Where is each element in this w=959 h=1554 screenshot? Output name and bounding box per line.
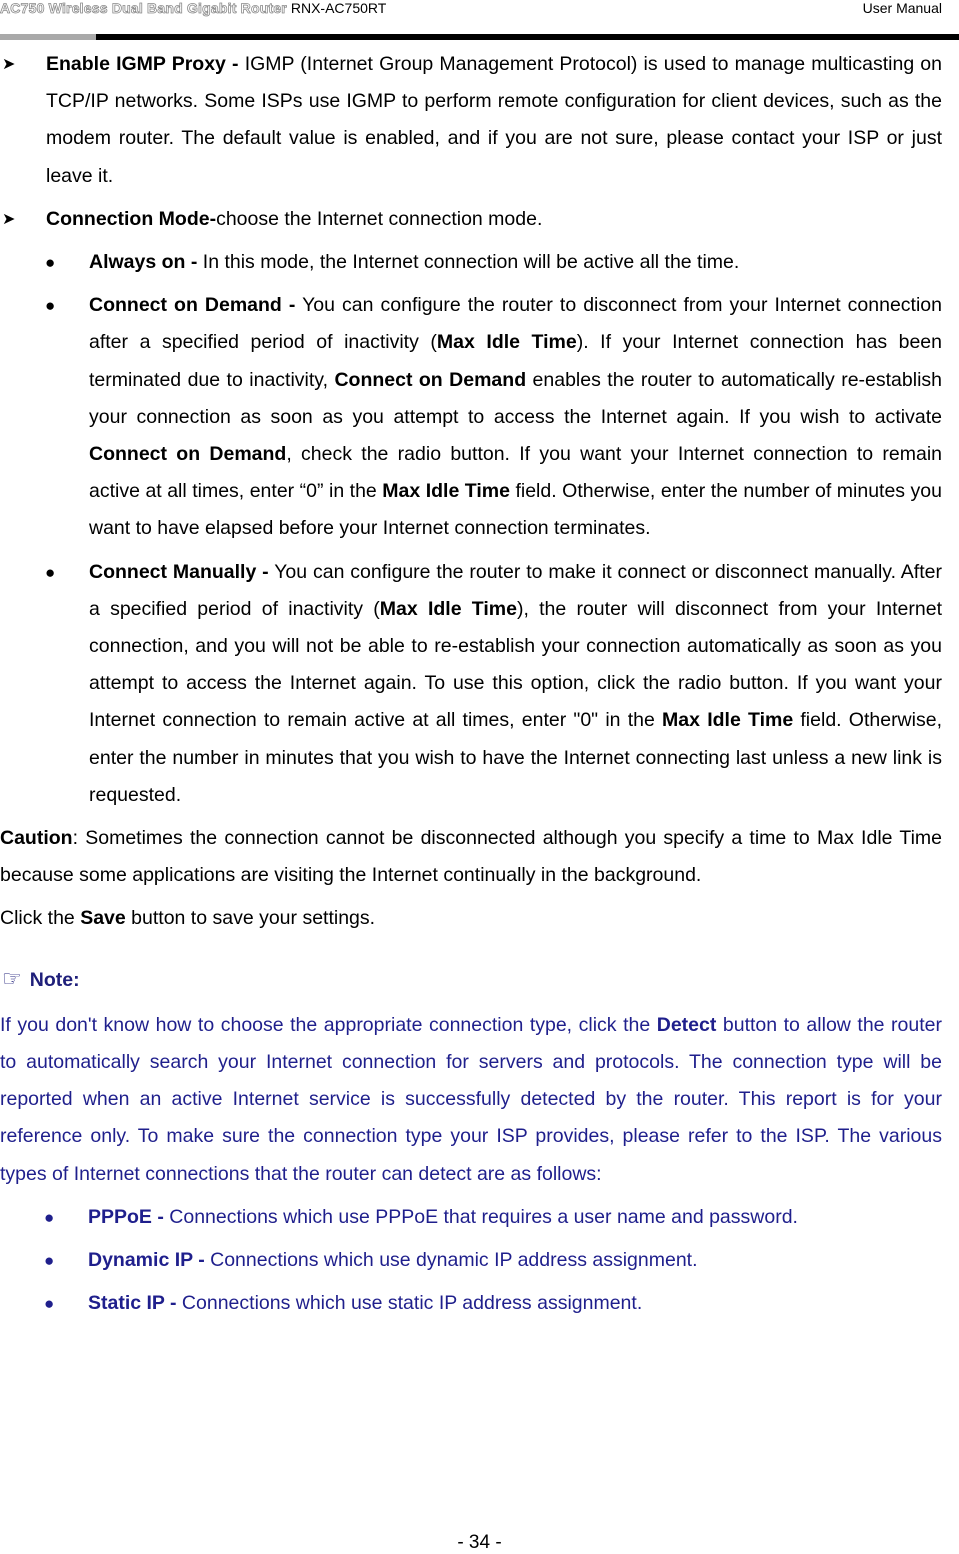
note-title: Note: [29, 968, 80, 991]
item-title: Dynamic IP - [88, 1249, 205, 1272]
bold-term: Max Idle Time [379, 597, 517, 620]
header-rule [0, 34, 959, 40]
bold-term: Connect on Demand [334, 368, 527, 391]
item-text: choose the Internet connection mode. [216, 207, 543, 230]
item-title: Static IP - [88, 1292, 177, 1315]
dot-bullet-icon: ● [45, 562, 56, 582]
item-text: In this mode, the Internet connection will be active all the time. [197, 251, 740, 274]
item-title: Connect on Demand - [89, 294, 296, 317]
item-text: Connections which use static IP address assignment. [176, 1292, 643, 1315]
note-paragraph [0, 1007, 942, 1193]
list-item-connect-on-demand [0, 287, 942, 547]
bold-term: Connect on Demand [89, 443, 287, 466]
header-doc-type: User Manual [862, 0, 942, 16]
caution-paragraph [0, 820, 942, 894]
item-title: Always on - [89, 251, 198, 274]
list-item-igmp-proxy [0, 46, 942, 195]
item-title: Connect Manually - [89, 560, 269, 583]
caution-text: : Sometimes the connection cannot be disconnected although you specify a time to Max Idle Time because some applications are visiting the Internet continually in the background. [0, 827, 942, 887]
bold-term: Max Idle Time [436, 331, 577, 354]
item-title: PPPoE - [88, 1205, 164, 1228]
item-text: Connections which use PPPoE that requires a user name and password. [163, 1205, 798, 1228]
header-rule-accent [0, 34, 96, 40]
dot-bullet-icon: ● [44, 1207, 55, 1227]
header-product [0, 0, 386, 16]
item-text: field. Otherwise, enter the number of minutes you want to have elapsed before your Internet connection terminates. [89, 480, 942, 540]
item-title: Enable IGMP Proxy - [46, 53, 239, 75]
dot-bullet-icon: ● [45, 253, 56, 273]
item-text: IGMP (Internet Group Management Protocol) is used to manage multicasting on TCP/IP networks. Some ISPs use IGMP to perform remote configuration for client devices, such as the modem router. The default value is enabled, and if you are not sure, please contact your ISP or just leave it. [46, 53, 942, 187]
item-text: You can configure the router to make it connect or disconnect manually. After a specified period of inactivity ( [89, 560, 942, 620]
save-term: Save [80, 907, 126, 930]
dot-bullet-icon: ● [45, 296, 56, 316]
arrow-bullet-icon: ➤ [2, 56, 16, 73]
save-instruction [0, 900, 942, 937]
item-text: enables the router to automatically re-establish your connection as soon as you attempt to access the Internet again. If you wish to activate [89, 368, 942, 428]
connection-types-list [0, 1199, 942, 1323]
item-text: , check the radio button. If you want your Internet connection to remain active at all times, enter “0” in the [89, 443, 943, 503]
list-item-connection-mode [0, 201, 942, 238]
dot-bullet-icon: ● [44, 1251, 55, 1271]
list-item-dynamic-ip [0, 1242, 942, 1279]
item-title: Connection Mode- [46, 207, 217, 230]
save-text: Click the [0, 907, 81, 930]
caution-label: Caution [0, 827, 73, 850]
item-text: You can configure the router to disconnect from your Internet connection after a specified period of inactivity ( [89, 294, 942, 354]
note-heading [0, 960, 942, 999]
item-text: ), the router will disconnect from your Internet connection, and you will not be able to re-establish your connection automatically as soon as you attempt to access the Internet again. To use this option, click the radio button. If you want your Internet connection to remain active at all times, enter "0" in the [89, 597, 942, 732]
page-body [0, 46, 942, 1329]
note-text: If you don't know how to choose the appropriate connection type, click the [0, 1013, 657, 1036]
item-text: field. Otherwise, enter the number in minutes that you wish to have the Internet connecting last unless a new link is requested. [89, 709, 942, 806]
list-item-pppoe [0, 1199, 942, 1236]
dot-bullet-icon: ● [44, 1294, 55, 1314]
list-item-connect-manually [0, 554, 942, 814]
bold-term: Max Idle Time [382, 480, 510, 503]
list-item-always-on [0, 244, 942, 281]
pointing-hand-icon: ☞ [2, 965, 22, 991]
page-header [0, 0, 959, 44]
save-text: button to save your settings. [125, 907, 376, 930]
item-text: Connections which use dynamic IP address assignment. [204, 1249, 698, 1272]
page-number: - 34 - [457, 1532, 502, 1553]
item-text: ). If your Internet connection has been terminated due to inactivity, [89, 331, 943, 391]
arrow-bullet-icon: ➤ [2, 210, 16, 228]
list-item-static-ip [0, 1285, 942, 1322]
note-text: button to allow the router to automatically search your Internet connection for servers and protocols. The connection type will be reported when an active Internet service is successfully detected by the router. This report is for your reference only. To make sure the connection type your ISP provides, please refer to the ISP. The various types of Internet connections that the router can detect are as follows: [0, 1013, 942, 1185]
bold-term: Detect [656, 1013, 717, 1036]
bold-term: Max Idle Time [662, 709, 794, 732]
header-product-series: AC750 Wireless Dual Band Gigabit Router [0, 0, 287, 16]
header-model: RNX-AC750RT [290, 0, 387, 16]
